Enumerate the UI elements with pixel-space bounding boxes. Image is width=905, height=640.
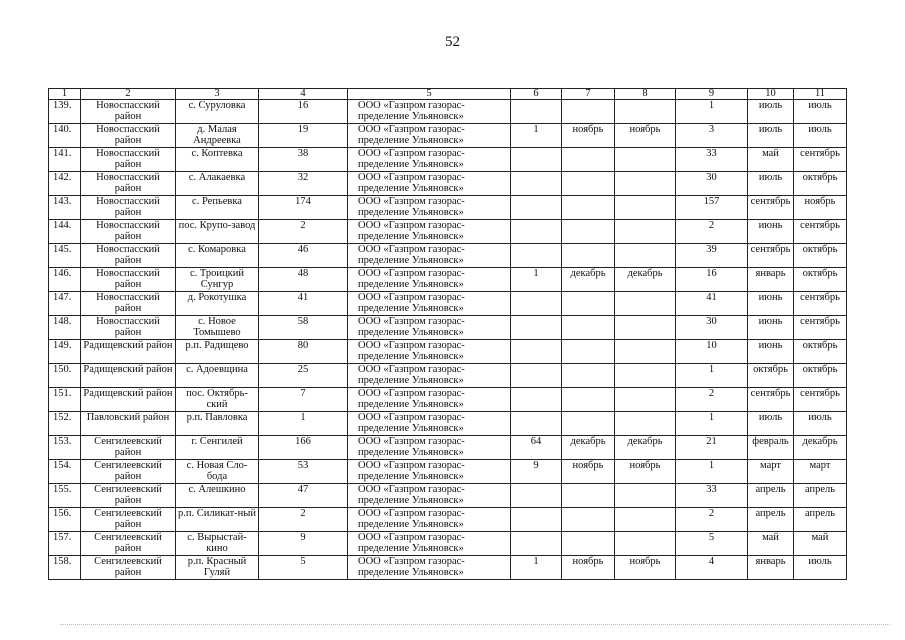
table-row <box>49 124 847 148</box>
col7-cell: ноябрь <box>562 124 615 148</box>
col6-cell <box>511 196 562 220</box>
col4-cell: 32 <box>259 172 348 196</box>
col7-cell <box>562 340 615 364</box>
table-row <box>49 460 847 484</box>
district-cell: Сенгилеевский район <box>81 556 176 580</box>
col8-cell <box>615 244 676 268</box>
table-row <box>49 100 847 124</box>
col11-cell: октябрь <box>794 268 847 292</box>
table-row <box>49 268 847 292</box>
table-row <box>49 436 847 460</box>
settlement-cell: с. Репьевка <box>176 196 259 220</box>
col8-cell: декабрь <box>615 268 676 292</box>
col8-cell <box>615 484 676 508</box>
col4-cell: 46 <box>259 244 348 268</box>
col6-cell <box>511 100 562 124</box>
col4-cell: 48 <box>259 268 348 292</box>
col7-cell: декабрь <box>562 436 615 460</box>
page-number: 52 <box>445 34 460 50</box>
column-header: 7 <box>562 89 615 100</box>
district-cell: Радищевский район <box>81 388 176 412</box>
col4-cell: 25 <box>259 364 348 388</box>
col11-cell: июль <box>794 412 847 436</box>
district-cell: Сенгилеевский район <box>81 460 176 484</box>
col11-cell: июль <box>794 124 847 148</box>
row-number: 149. <box>49 340 81 364</box>
col10-cell: май <box>748 148 794 172</box>
col4-cell: 1 <box>259 412 348 436</box>
organization-cell: ООО «Газпром газорас-пределение Ульяновск» <box>348 364 511 388</box>
row-number: 147. <box>49 292 81 316</box>
row-number: 158. <box>49 556 81 580</box>
row-number: 140. <box>49 124 81 148</box>
footer-divider <box>60 624 890 626</box>
col9-cell: 1 <box>676 460 748 484</box>
col10-cell: июль <box>748 172 794 196</box>
col6-cell: 1 <box>511 556 562 580</box>
col10-cell: сентябрь <box>748 196 794 220</box>
col9-cell: 33 <box>676 484 748 508</box>
col8-cell <box>615 100 676 124</box>
col10-cell: февраль <box>748 436 794 460</box>
organization-cell: ООО «Газпром газорас-пределение Ульяновск» <box>348 556 511 580</box>
col7-cell <box>562 172 615 196</box>
col11-cell: октябрь <box>794 172 847 196</box>
col9-cell: 1 <box>676 364 748 388</box>
column-header: 10 <box>748 89 794 100</box>
col10-cell: июль <box>748 100 794 124</box>
settlement-cell: д. Рокотушка <box>176 292 259 316</box>
row-number: 150. <box>49 364 81 388</box>
col11-cell: сентябрь <box>794 148 847 172</box>
col11-cell: декабрь <box>794 436 847 460</box>
col4-cell: 2 <box>259 508 348 532</box>
col6-cell <box>511 292 562 316</box>
header-row <box>49 89 847 100</box>
col9-cell: 10 <box>676 340 748 364</box>
col11-cell: октябрь <box>794 340 847 364</box>
column-header: 3 <box>176 89 259 100</box>
settlement-cell: с. Алешкино <box>176 484 259 508</box>
organization-cell: ООО «Газпром газорас-пределение Ульяновск» <box>348 532 511 556</box>
column-header: 8 <box>615 89 676 100</box>
col7-cell <box>562 316 615 340</box>
col8-cell <box>615 292 676 316</box>
col7-cell <box>562 412 615 436</box>
district-cell: Радищевский район <box>81 364 176 388</box>
table-row <box>49 508 847 532</box>
row-number: 142. <box>49 172 81 196</box>
settlement-cell: р.п. Радищево <box>176 340 259 364</box>
col8-cell <box>615 172 676 196</box>
col11-cell: ноябрь <box>794 196 847 220</box>
col7-cell <box>562 508 615 532</box>
col4-cell: 7 <box>259 388 348 412</box>
col4-cell: 16 <box>259 100 348 124</box>
col6-cell: 64 <box>511 436 562 460</box>
settlement-cell: р.п. Силикат-ный <box>176 508 259 532</box>
column-header: 1 <box>49 89 81 100</box>
col4-cell: 58 <box>259 316 348 340</box>
col4-cell: 41 <box>259 292 348 316</box>
row-number: 144. <box>49 220 81 244</box>
organization-cell: ООО «Газпром газорас-пределение Ульяновск» <box>348 124 511 148</box>
col9-cell: 1 <box>676 412 748 436</box>
organization-cell: ООО «Газпром газорас-пределение Ульяновск» <box>348 412 511 436</box>
district-cell: Новоспасский район <box>81 196 176 220</box>
row-number: 155. <box>49 484 81 508</box>
col6-cell <box>511 484 562 508</box>
col4-cell: 80 <box>259 340 348 364</box>
col11-cell: сентябрь <box>794 316 847 340</box>
row-number: 141. <box>49 148 81 172</box>
col8-cell: декабрь <box>615 436 676 460</box>
column-header: 11 <box>794 89 847 100</box>
organization-cell: ООО «Газпром газорас-пределение Ульяновск» <box>348 148 511 172</box>
col11-cell: июль <box>794 100 847 124</box>
col7-cell: ноябрь <box>562 460 615 484</box>
col6-cell: 9 <box>511 460 562 484</box>
col10-cell: июль <box>748 124 794 148</box>
col4-cell: 53 <box>259 460 348 484</box>
settlement-cell: с. Новая Сло-бода <box>176 460 259 484</box>
col8-cell: ноябрь <box>615 460 676 484</box>
col9-cell: 2 <box>676 508 748 532</box>
table-row <box>49 532 847 556</box>
row-number: 143. <box>49 196 81 220</box>
row-number: 157. <box>49 532 81 556</box>
row-number: 148. <box>49 316 81 340</box>
row-number: 154. <box>49 460 81 484</box>
table-row <box>49 316 847 340</box>
col6-cell: 1 <box>511 124 562 148</box>
settlement-cell: пос. Крупо-завод <box>176 220 259 244</box>
col7-cell: ноябрь <box>562 556 615 580</box>
table-row <box>49 364 847 388</box>
settlement-cell: с. Вырыстай-кино <box>176 532 259 556</box>
col10-cell: апрель <box>748 484 794 508</box>
col8-cell: ноябрь <box>615 556 676 580</box>
organization-cell: ООО «Газпром газорас-пределение Ульяновск» <box>348 100 511 124</box>
organization-cell: ООО «Газпром газорас-пределение Ульяновск» <box>348 436 511 460</box>
col8-cell <box>615 364 676 388</box>
col6-cell <box>511 364 562 388</box>
district-cell: Новоспасский район <box>81 244 176 268</box>
row-number: 146. <box>49 268 81 292</box>
col10-cell: сентябрь <box>748 388 794 412</box>
col9-cell: 2 <box>676 388 748 412</box>
col11-cell: октябрь <box>794 364 847 388</box>
col9-cell: 16 <box>676 268 748 292</box>
col8-cell <box>615 532 676 556</box>
col7-cell <box>562 532 615 556</box>
col8-cell <box>615 412 676 436</box>
settlement-cell: р.п. Павловка <box>176 412 259 436</box>
district-cell: Новоспасский район <box>81 220 176 244</box>
col9-cell: 39 <box>676 244 748 268</box>
district-cell: Новоспасский район <box>81 268 176 292</box>
column-header: 9 <box>676 89 748 100</box>
col7-cell <box>562 244 615 268</box>
col9-cell: 30 <box>676 316 748 340</box>
district-cell: Новоспасский район <box>81 124 176 148</box>
col8-cell <box>615 196 676 220</box>
col7-cell: декабрь <box>562 268 615 292</box>
table-row <box>49 172 847 196</box>
column-header: 4 <box>259 89 348 100</box>
col11-cell: сентябрь <box>794 292 847 316</box>
col7-cell <box>562 364 615 388</box>
schedule-table-wrapper <box>48 88 846 580</box>
col6-cell <box>511 148 562 172</box>
col7-cell <box>562 148 615 172</box>
settlement-cell: с. Суруловка <box>176 100 259 124</box>
col6-cell <box>511 316 562 340</box>
settlement-cell: с. Новое Томышево <box>176 316 259 340</box>
col11-cell: май <box>794 532 847 556</box>
col9-cell: 30 <box>676 172 748 196</box>
col9-cell: 33 <box>676 148 748 172</box>
settlement-cell: г. Сенгилей <box>176 436 259 460</box>
col10-cell: июнь <box>748 316 794 340</box>
col7-cell <box>562 484 615 508</box>
col10-cell: июнь <box>748 340 794 364</box>
settlement-cell: с. Адоевщина <box>176 364 259 388</box>
col4-cell: 47 <box>259 484 348 508</box>
col10-cell: сентябрь <box>748 244 794 268</box>
organization-cell: ООО «Газпром газорас-пределение Ульяновск» <box>348 292 511 316</box>
col8-cell <box>615 220 676 244</box>
col9-cell: 5 <box>676 532 748 556</box>
col6-cell <box>511 388 562 412</box>
col11-cell: апрель <box>794 484 847 508</box>
district-cell: Новоспасский район <box>81 148 176 172</box>
row-number: 139. <box>49 100 81 124</box>
organization-cell: ООО «Газпром газорас-пределение Ульяновск» <box>348 244 511 268</box>
organization-cell: ООО «Газпром газорас-пределение Ульяновск» <box>348 316 511 340</box>
col7-cell <box>562 292 615 316</box>
col9-cell: 3 <box>676 124 748 148</box>
col10-cell: июнь <box>748 220 794 244</box>
col6-cell <box>511 412 562 436</box>
col11-cell: сентябрь <box>794 220 847 244</box>
table-row <box>49 244 847 268</box>
column-header: 2 <box>81 89 176 100</box>
settlement-cell: с. Алакаевка <box>176 172 259 196</box>
organization-cell: ООО «Газпром газорас-пределение Ульяновск» <box>348 196 511 220</box>
col9-cell: 41 <box>676 292 748 316</box>
organization-cell: ООО «Газпром газорас-пределение Ульяновск» <box>348 172 511 196</box>
organization-cell: ООО «Газпром газорас-пределение Ульяновск» <box>348 268 511 292</box>
col10-cell: январь <box>748 268 794 292</box>
settlement-cell: с. Комаровка <box>176 244 259 268</box>
col4-cell: 5 <box>259 556 348 580</box>
col8-cell: ноябрь <box>615 124 676 148</box>
district-cell: Новоспасский район <box>81 172 176 196</box>
table-row <box>49 292 847 316</box>
col10-cell: апрель <box>748 508 794 532</box>
row-number: 156. <box>49 508 81 532</box>
col8-cell <box>615 388 676 412</box>
col7-cell <box>562 100 615 124</box>
col4-cell: 166 <box>259 436 348 460</box>
col4-cell: 2 <box>259 220 348 244</box>
organization-cell: ООО «Газпром газорас-пределение Ульяновск» <box>348 484 511 508</box>
col11-cell: июль <box>794 556 847 580</box>
district-cell: Сенгилеевский район <box>81 508 176 532</box>
col10-cell: март <box>748 460 794 484</box>
district-cell: Сенгилеевский район <box>81 436 176 460</box>
col6-cell <box>511 340 562 364</box>
settlement-cell: р.п. Красный Гуляй <box>176 556 259 580</box>
settlement-cell: д. Малая Андреевка <box>176 124 259 148</box>
column-header: 5 <box>348 89 511 100</box>
col7-cell <box>562 196 615 220</box>
district-cell: Новоспасский район <box>81 292 176 316</box>
table-row <box>49 340 847 364</box>
col9-cell: 21 <box>676 436 748 460</box>
district-cell: Сенгилеевский район <box>81 532 176 556</box>
table-row <box>49 196 847 220</box>
district-cell: Сенгилеевский район <box>81 484 176 508</box>
organization-cell: ООО «Газпром газорас-пределение Ульяновск» <box>348 388 511 412</box>
col6-cell <box>511 172 562 196</box>
table-row <box>49 556 847 580</box>
district-cell: Новоспасский район <box>81 100 176 124</box>
col8-cell <box>615 148 676 172</box>
col7-cell <box>562 388 615 412</box>
column-header: 6 <box>511 89 562 100</box>
col6-cell <box>511 532 562 556</box>
col7-cell <box>562 220 615 244</box>
settlement-cell: с. Коптевка <box>176 148 259 172</box>
col4-cell: 174 <box>259 196 348 220</box>
table-row <box>49 148 847 172</box>
col6-cell: 1 <box>511 268 562 292</box>
organization-cell: ООО «Газпром газорас-пределение Ульяновск» <box>348 340 511 364</box>
col10-cell: июнь <box>748 292 794 316</box>
col10-cell: июль <box>748 412 794 436</box>
col6-cell <box>511 508 562 532</box>
col6-cell <box>511 220 562 244</box>
col4-cell: 38 <box>259 148 348 172</box>
table-row <box>49 220 847 244</box>
col11-cell: октябрь <box>794 244 847 268</box>
col11-cell: март <box>794 460 847 484</box>
organization-cell: ООО «Газпром газорас-пределение Ульяновск» <box>348 508 511 532</box>
organization-cell: ООО «Газпром газорас-пределение Ульяновск» <box>348 460 511 484</box>
district-cell: Павловский район <box>81 412 176 436</box>
schedule-table <box>48 88 847 580</box>
row-number: 153. <box>49 436 81 460</box>
col11-cell: апрель <box>794 508 847 532</box>
table-row <box>49 412 847 436</box>
col9-cell: 4 <box>676 556 748 580</box>
table-body <box>49 100 847 580</box>
district-cell: Радищевский район <box>81 340 176 364</box>
col10-cell: январь <box>748 556 794 580</box>
district-cell: Новоспасский район <box>81 316 176 340</box>
col9-cell: 2 <box>676 220 748 244</box>
col6-cell <box>511 244 562 268</box>
col10-cell: октябрь <box>748 364 794 388</box>
col8-cell <box>615 508 676 532</box>
settlement-cell: пос. Октябрь-ский <box>176 388 259 412</box>
col11-cell: сентябрь <box>794 388 847 412</box>
table-row <box>49 388 847 412</box>
settlement-cell: с. Троицкий Сунгур <box>176 268 259 292</box>
col4-cell: 19 <box>259 124 348 148</box>
row-number: 145. <box>49 244 81 268</box>
col9-cell: 157 <box>676 196 748 220</box>
table-row <box>49 484 847 508</box>
col9-cell: 1 <box>676 100 748 124</box>
col8-cell <box>615 316 676 340</box>
organization-cell: ООО «Газпром газорас-пределение Ульяновск» <box>348 220 511 244</box>
row-number: 152. <box>49 412 81 436</box>
col10-cell: май <box>748 532 794 556</box>
col8-cell <box>615 340 676 364</box>
col4-cell: 9 <box>259 532 348 556</box>
row-number: 151. <box>49 388 81 412</box>
